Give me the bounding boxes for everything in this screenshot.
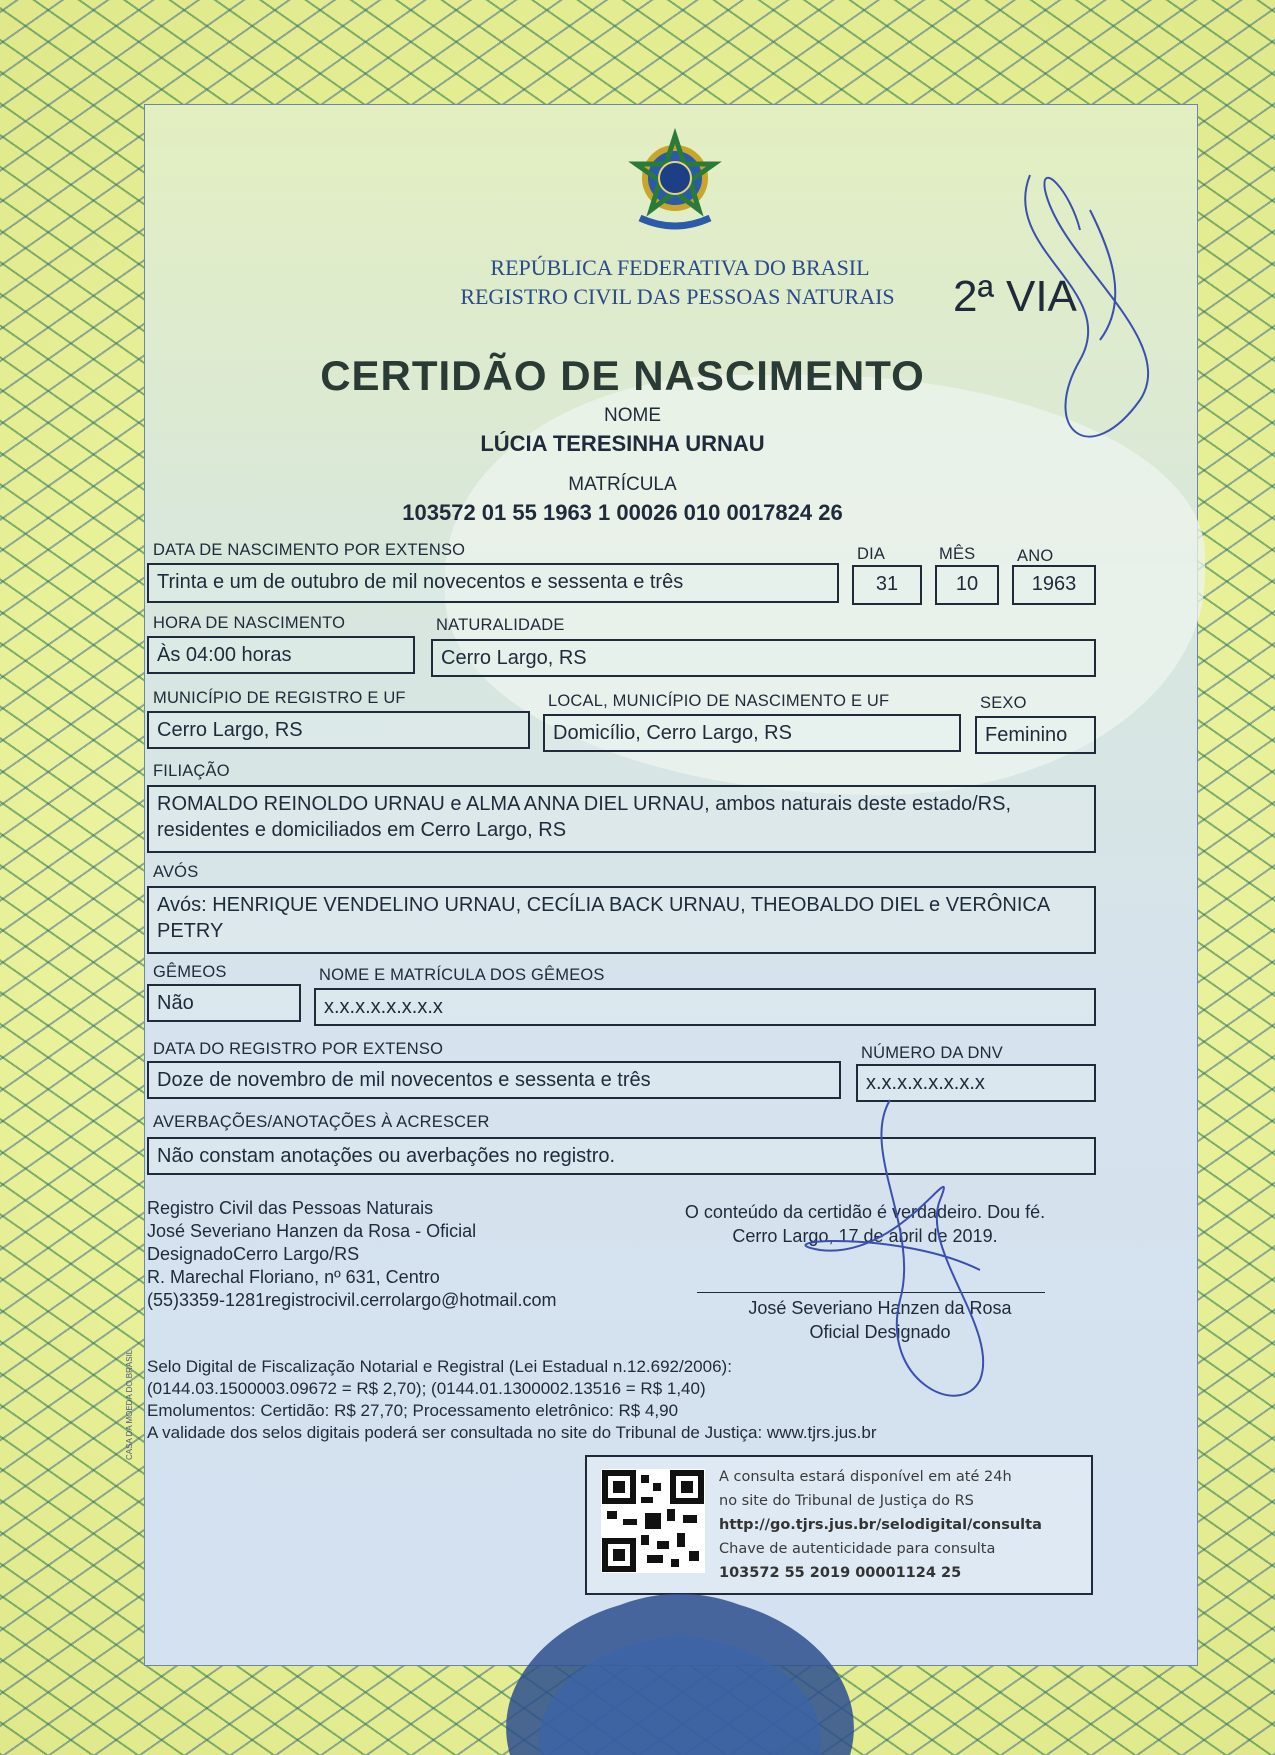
auth-key: 103572 55 2019 00001124 25 xyxy=(719,1565,962,1581)
year-field: 1963 xyxy=(1012,565,1096,605)
qr-line: no site do Tribunal de Justiça do RS xyxy=(719,1493,974,1509)
parents-field: ROMALDO REINOLDO URNAU e ALMA ANNA DIEL URNAU, ambos naturais deste estado/RS, residentes e domiciliados em Cerro Largo, RS xyxy=(147,785,1096,853)
registry-heading: REGISTRO CIVIL DAS PESSOAS NATURAIS xyxy=(460,284,895,309)
naturality-label: NATURALIDADE xyxy=(436,616,565,634)
birth-place-field: Domicílio, Cerro Largo, RS xyxy=(543,714,961,752)
hour-field: Às 04:00 horas xyxy=(147,636,415,674)
seal-line: Emolumentos: Certidão: R$ 27,70; Processamento eletrônico: R$ 4,90 xyxy=(147,1401,679,1420)
naturality-field: Cerro Largo, RS xyxy=(431,639,1096,677)
office-line: Registro Civil das Pessoas Naturais xyxy=(147,1198,434,1218)
day-label: DIA xyxy=(857,545,886,563)
reg-date-label: DATA DO REGISTRO POR EXTENSO xyxy=(153,1040,444,1058)
dnv-label: NÚMERO DA DNV xyxy=(861,1044,1003,1062)
dnv-field: x.x.x.x.x.x.x.x xyxy=(856,1064,1096,1102)
grandparents-label: AVÓS xyxy=(153,863,199,881)
security-seal-icon xyxy=(470,1565,890,1755)
qr-line: A consulta estará disponível em até 24h xyxy=(719,1469,1012,1485)
seal-line: (0144.03.1500003.09672 = R$ 2,70); (0144.01.1300002.13516 = R$ 1,40) xyxy=(147,1379,706,1398)
name-label: NOME xyxy=(604,405,661,426)
signer-role: Oficial Designado xyxy=(809,1322,951,1342)
grandparents-field: Avós: HENRIQUE VENDELINO URNAU, CECÍLIA BACK URNAU, THEOBALDO DIEL e VERÔNICA PETRY xyxy=(147,886,1096,954)
qr-url-link[interactable]: http://go.tjrs.jus.br/selodigital/consulta xyxy=(719,1517,1042,1533)
birth-date-label: DATA DE NASCIMENTO POR EXTENSO xyxy=(153,541,466,559)
notes-field: Não constam anotações ou averbações no registro. xyxy=(147,1137,1096,1175)
twins-names-label: NOME E MATRÍCULA DOS GÊMEOS xyxy=(319,966,605,984)
attest-line: O conteúdo da certidão é verdadeiro. Dou fé. xyxy=(684,1202,1046,1222)
seal-line: A validade dos selos digitais poderá ser consultada no site do Tribunal de Justiça: www.tjrs.jus.br xyxy=(147,1423,877,1442)
republic-heading: REPÚBLICA FEDERATIVA DO BRASIL xyxy=(490,255,870,280)
twins-names-field: x.x.x.x.x.x.x.x xyxy=(314,988,1096,1026)
matricula-number: 103572 01 55 1963 1 00026 010 0017824 26 xyxy=(402,500,843,525)
matricula-label: MATRÍCULA xyxy=(568,474,677,495)
reg-city-label: MUNICÍPIO DE REGISTRO E UF xyxy=(153,689,406,707)
twins-field: Não xyxy=(147,984,301,1022)
hour-label: HORA DE NASCIMENTO xyxy=(153,614,346,632)
birth-place-label: LOCAL, MUNICÍPIO DE NASCIMENTO E UF xyxy=(548,692,890,710)
day-field: 31 xyxy=(852,565,922,605)
sex-field: Feminino xyxy=(975,716,1096,754)
qr-line: Chave de autenticidade para consulta xyxy=(719,1541,996,1557)
twins-label: GÊMEOS xyxy=(153,963,227,981)
office-line: R. Marechal Floriano, nº 631, Centro xyxy=(147,1267,440,1287)
notes-label: AVERBAÇÕES/ANOTAÇÕES À ACRESCER xyxy=(153,1113,490,1131)
seal-line: Selo Digital de Fiscalização Notarial e Registral (Lei Estadual n.12.692/2006): xyxy=(147,1357,732,1376)
page-title: CERTIDÃO DE NASCIMENTO xyxy=(320,352,925,399)
parents-label: FILIAÇÃO xyxy=(153,762,230,780)
month-field: 10 xyxy=(935,565,999,605)
sex-label: SEXO xyxy=(980,694,1027,712)
signer-name: José Severiano Hanzen da Rosa xyxy=(748,1298,1012,1318)
side-text: CASA DA MOEDA DO BRASIL xyxy=(125,1349,134,1460)
reg-city-field: Cerro Largo, RS xyxy=(147,711,530,749)
reg-date-field: Doze de novembro de mil novecentos e sessenta e três xyxy=(147,1061,841,1099)
qr-code-icon[interactable] xyxy=(601,1469,705,1573)
copy-badge: 2ª VIA xyxy=(953,272,1077,321)
person-name: LÚCIA TERESINHA URNAU xyxy=(480,431,765,456)
year-label: ANO xyxy=(1017,547,1054,565)
office-line: DesignadoCerro Largo/RS xyxy=(147,1244,360,1264)
office-line: José Severiano Hanzen da Rosa - Oficial xyxy=(147,1221,477,1241)
office-line: (55)3359-1281registrocivil.cerrolargo@hotmail.com xyxy=(147,1290,557,1310)
attest-date: Cerro Largo, 17 de abril de 2019. xyxy=(732,1226,998,1246)
month-label: MÊS xyxy=(939,545,976,563)
seal-block xyxy=(147,1356,877,1444)
birth-date-field: Trinta e um de outubro de mil novecentos e sessenta e três xyxy=(147,563,839,603)
